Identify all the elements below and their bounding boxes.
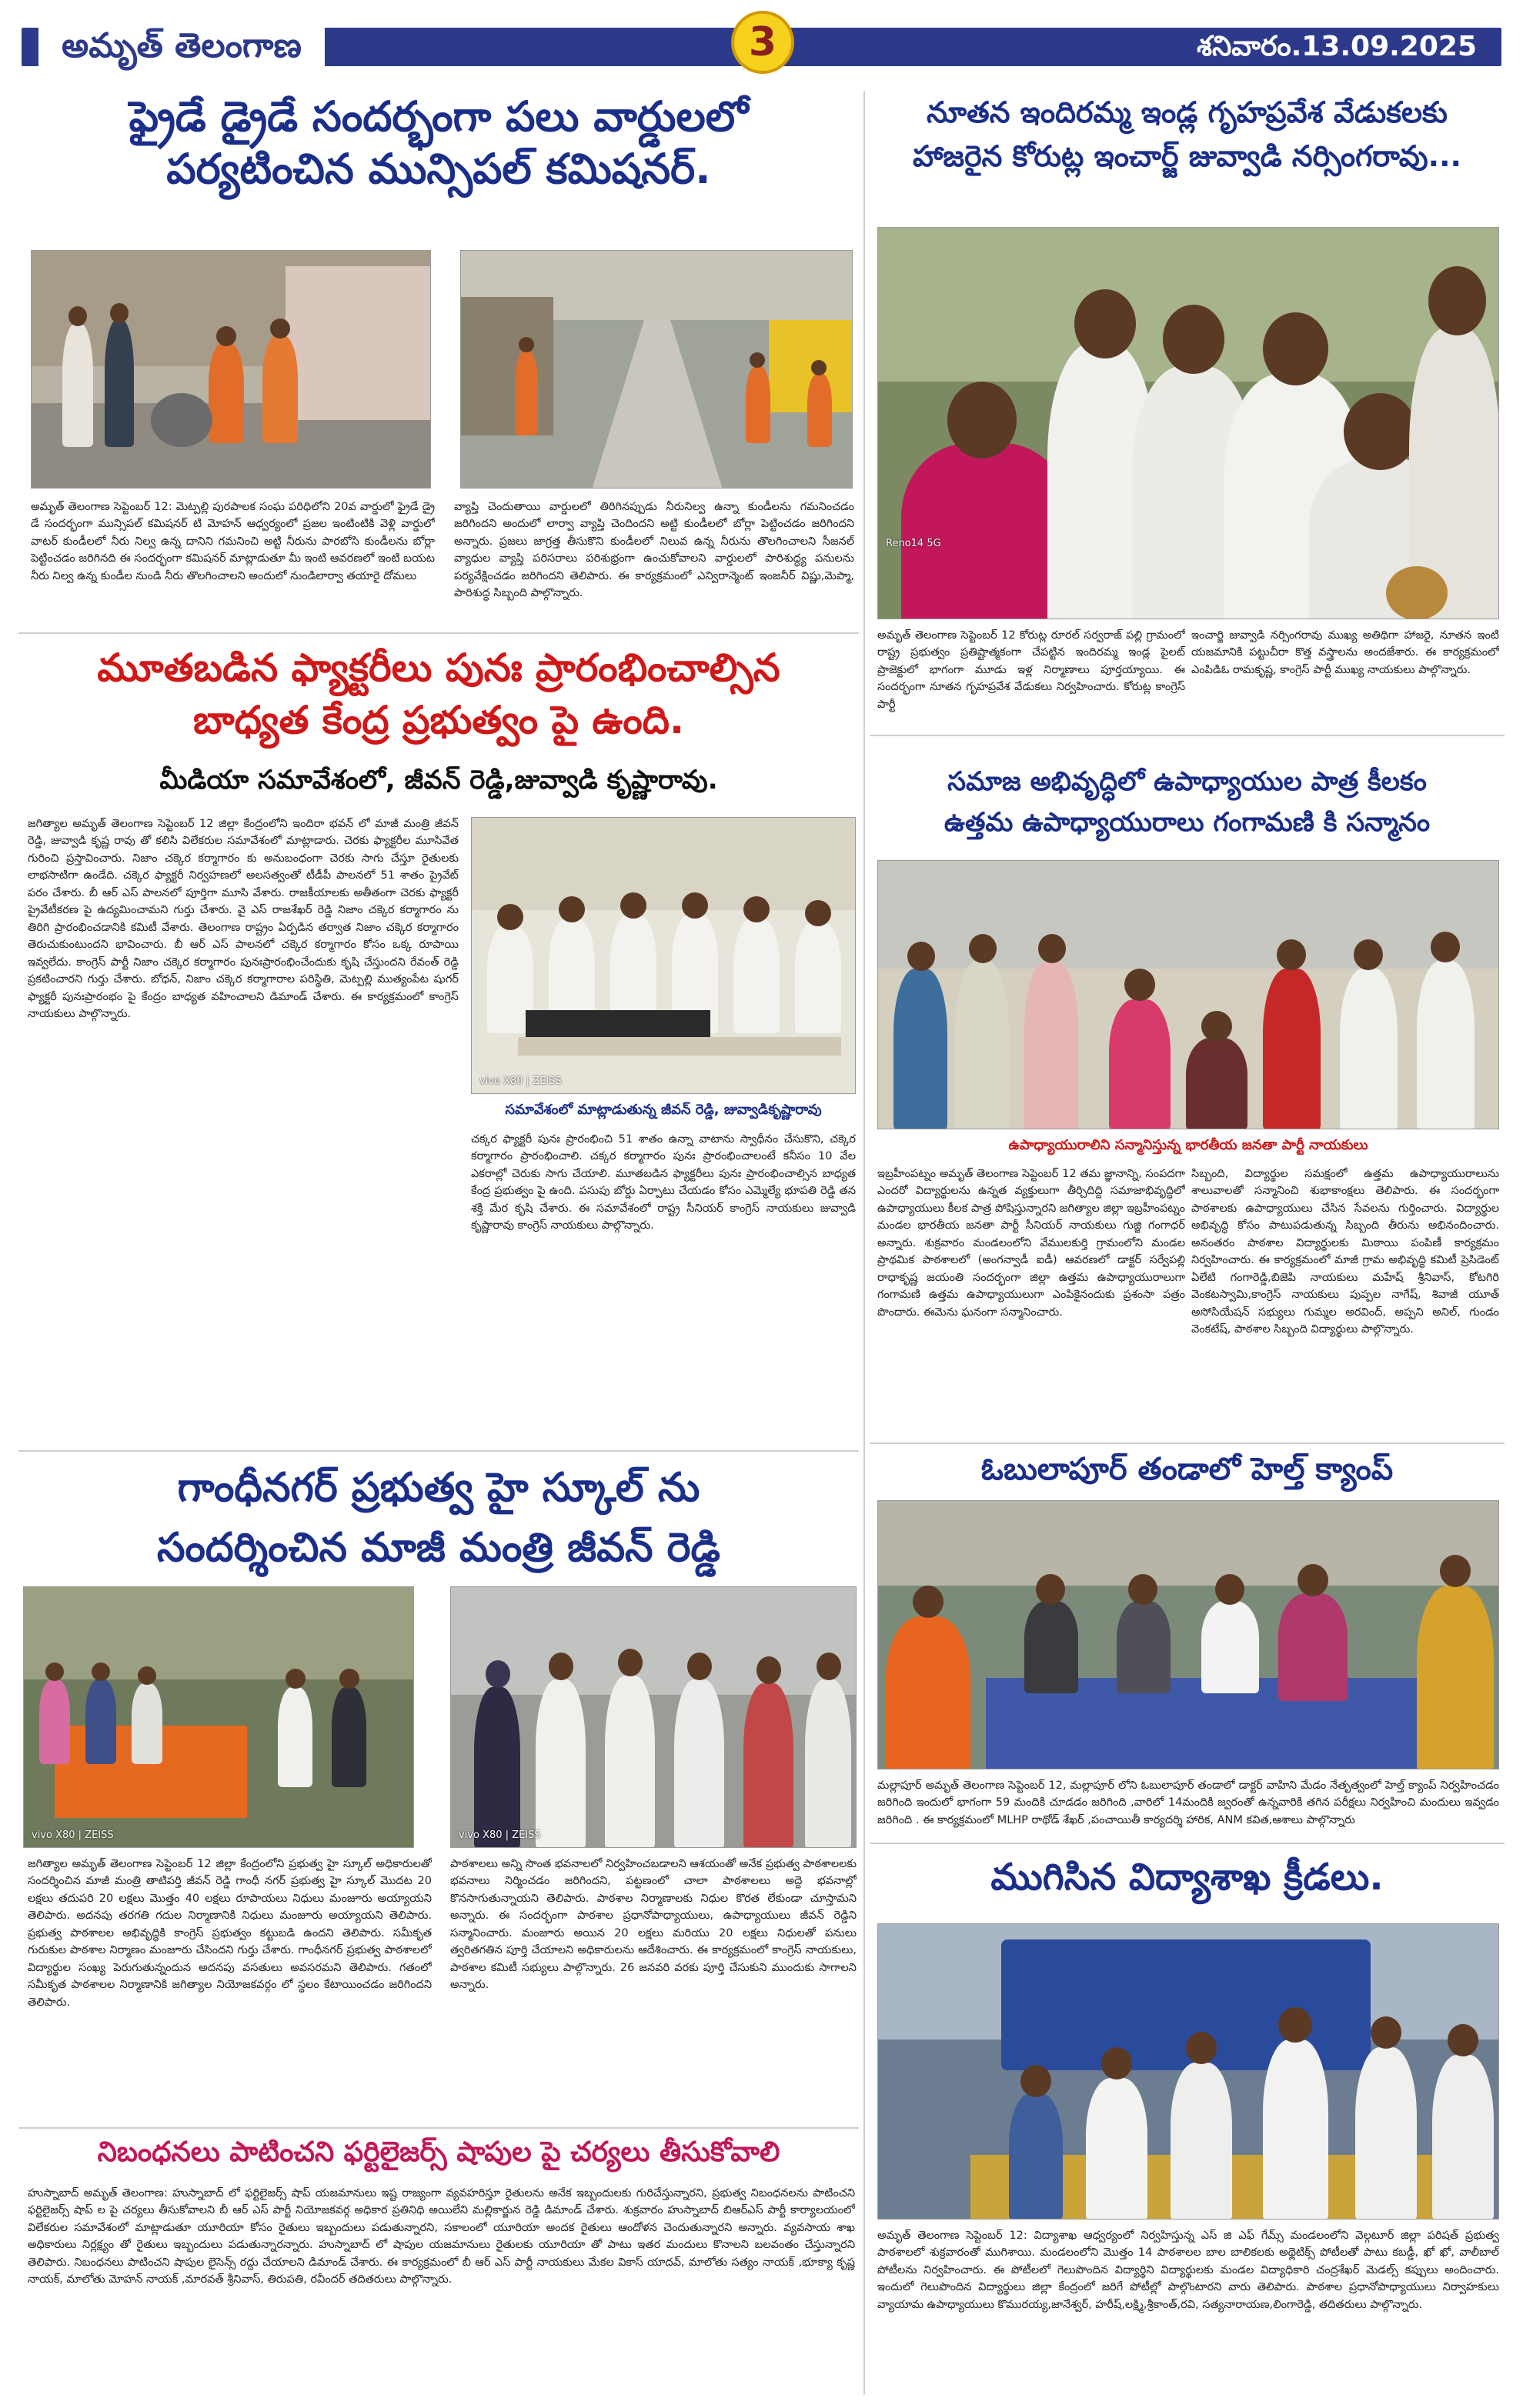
- headline-indiramma: [870, 91, 1505, 178]
- article-body: జగిత్యాల అమృత్ తెలంగాణ సెప్టెంబర్ 12 జిల్లా కేంద్రంలోని ప్రభుత్వ హై స్కూల్ అధికారులతో సందర్శించిన మాజీ మంత్రి తాటిపర్తి జీవన్ రెడ్డి గాంధీ నగర్ ప్రభుత్వ హై స్కూల్ మొదట 20 లక్షలు తదుపరి 20 లక్షలు మొత్తం 40 లక్షలు రూపాయలు నిధులు మంజూరు అయ్యాయని తెలిపారు. అదనపు తరగతి గదుల నిర్మాణానికి నిధులు మంజూరు అయ్యాయని తెలిపారు. ప్రభుత్వ పాఠశాలల అభివృద్ధికి కాంగ్రెస్ ప్రభుత్వం కట్టుబడి ఉందని తెలిపారు. సమీకృత గురుకుల పాఠశాల నిర్మాణం మంజూరు చేసిందని గుర్తు చేశారు. గాంధీనగర్ ప్రభుత్వ పాఠశాలలో విద్యార్థుల సంఖ్య పెరుగుతున్నందున అదనపు వసతులు అవసరమని తెలిపారు. గతంలో సమీకృత పాఠశాలల నిర్మాణానికి జగిత్యాల నియోజకవర్గం లో స్థలం కేటాయించడం జరిగిందని తెలిపారు.: [28, 1858, 432, 2009]
- headline-friday-dryday: [18, 91, 859, 195]
- photo-health-camp: [877, 1500, 1499, 1769]
- headline-line: హాజరైన కోరుట్ల ఇంచార్జ్ జువ్వాడి నర్సింగరావు...: [913, 139, 1461, 173]
- article-body: చక్కర ఫ్యాక్టరీ పునః ప్రారంభించి 51 శాతం ఉన్నా వాటాను స్వాధీనం చేసుకొని, చక్కెర కర్మాగారం ప్రారంభించాలి. చక్కర కర్మాగారం పునః ప్రారంభించాలంటే కనీసం 10 వేల ఎకరాల్లో చెరుకు సాగు చేయాలి. మూతబడిన ఫ్యాక్టరీలు పునః ప్రారంభించాల్సిన బాధ్యత కేంద్ర ప్రభుత్వం పై ఉంది. పసుపు బోర్డు ఏర్పాటు చేయడం కోసం ఎమ్మెల్యే భూపతి రెడ్డి తన శక్తి మేర కృషి చేశారు. ఈ సమావేశంలో రాష్ట్ర సీనియర్ కాంగ్రెస్ నాయకులు జువ్వాడి కృష్ణారావు కాంగ్రెస్ నాయకులు పాల్గొన్నారు.: [471, 1133, 856, 1232]
- headline-teacher: [870, 762, 1505, 842]
- article-body: పాఠశాలలు అన్ని సొంత భవనాలలో నిర్వహించబడాలని ఆశయంతో అనేక ప్రభుత్వ పాఠశాలలకు భవనాలు నిర్మించడం జరిగిందని, పట్టణంలో చాలా పాఠశాలలు అద్దె భవనాల్లో కొనసాగుతున్నాయని తెలిపారు. పాఠశాల నిర్మాణాలకు నిధుల కొరత లేకుండా చూస్తామని అన్నారు. ఈ సందర్భంగా పాఠశాల ప్రధానోపాధ్యాయులు, ఉపాధ్యాయులు జీవన్ రెడ్డిని సన్మానించారు. మంజూరు అయిన 20 లక్షలు మరియు 20 లక్షలు నిధులతో పనులు త్వరితగతిన పూర్తి చేయాలని అధికారులను ఆదేశించారు. ఈ కార్యక్రమంలో కాంగ్రెస్ నాయకులు, పాఠశాల కమిటీ సభ్యులు పాల్గొన్నారు. 26 జనవరి వరకు పూర్తి చేసుకుని ముందుకు సాగాలని అన్నారు.: [450, 1858, 857, 1992]
- article-body: అమృత్ తెలంగాణ సెప్టెంబర్ 12: విద్యాశాఖ ఆధ్వర్యంలో నిర్వహిస్తున్న ఎస్ జి ఎఫ్ గేమ్స్ మండలంలోని వెల్గటూర్ జిల్లా పరిషత్ ప్రభుత్వ పాఠశాలలో శుక్రవారంతో ముగిశాయి. మండలంలోని మొత్తం 14 పాఠశాలల బాల బాలికలకు అథ్లెటిక్స్ పోటీలతో పాటు కబడ్డీ, ఖో ఖో, వాలీబాల్ పోటీలను నిర్వహించారు. ఈ పోటీలలో గెలుపొందిన విద్యార్థిని విద్యార్థులకు మండల విద్యాధికారి చంద్రశేఖర్ మెడల్స్ కప్పులు అందించారు. ఇందులో గెలుపొందిన విద్యార్థులు జిల్లా కేంద్రంలో జరిగే పోటీల్లో పాల్గొంటారని వారు తెలిపారు. పాఠశాల ప్రధానోపాధ్యాయులు నిర్వాహకులు వ్యాయామ ఉపాధ్యాయులు కొమురయ్య,జానేశ్వర్, హరీష్,లక్ష్మి,శ్రీకాంత్,రవి, సత్యనారాయణ,లింగారెడ్డి, తదితరులు పాల్గొన్నారు.: [877, 2230, 1499, 2311]
- headline-line: సందర్శించిన మాజీ మంత్రి జీవన్ రెడ్డి: [157, 1525, 720, 1571]
- camera-watermark: vivo X80 | ZEISS: [479, 1076, 562, 1087]
- camera-watermark: vivo X80 | ZEISS: [32, 1829, 114, 1841]
- section-divider: [870, 1442, 1505, 1444]
- photo-housewarming: [877, 227, 1499, 619]
- photo-commissioner-cleaning: [31, 250, 431, 489]
- headline-line: ఫ్రైడే డ్రైడే సందర్భంగా పలు వార్డులలో: [129, 92, 749, 141]
- headline-health-camp: ఓబులాపూర్ తండాలో హెల్త్ క్యాంప్: [980, 1452, 1394, 1487]
- headline-school-visit: [18, 1458, 859, 1578]
- article-body: ఇబ్రహీంపట్నం అమృత్ తెలంగాణ సెప్టెంబర్ 12 తమ జ్ఞానాన్ని, సంపదగా ఎందరో విద్యార్థులను ఉన్నత వ్యక్తులుగా తీర్చిదిద్ది సమాజాభివృద్ధిలో ఉపాధ్యాయులు కీలక పాత్ర పోషిస్తున్నారని జగిత్యాల జిల్లా ఇబ్రహీంపట్నం మండల భారతీయ జనతా పార్టీ సీనియర్ నాయకులు గుజ్జి గంగాధర్ అన్నారు. శుక్రవారం మండలంలోని వేములకుర్తి గ్రామంలోని మండల ప్రాథమిక పాఠశాలలో (అంగన్వాడీ ఐడీ) ఆవరణలో డాక్టర్ సర్వేపల్లి రాధాకృష్ణ జయంతి సందర్భంగా జిల్లా ఉత్తమ ఉపాధ్యాయురాలుగా గంగామణి ఉత్తమ ఉపాధ్యాయులుగా ఎంపికైనందుకు ప్రశంసా పత్రం పొందారు. ఈమెను ఘనంగా సన్మానించారు.: [877, 1168, 1185, 1319]
- headline-line: మూతబడిన ఫ్యాక్టరీలు పునః ప్రారంభించాల్సిన: [97, 645, 780, 690]
- photo-teacher-felicitation: [877, 860, 1499, 1129]
- section-divider: [18, 2127, 859, 2129]
- article-body: జగిత్యాల అమృత్ తెలంగాణ సెప్టెంబర్ 12 జిల్లా కేంద్రంలోని ఇందిరా భవన్ లో మాజీ మంత్రి జీవన్ రెడ్డి, జువ్వాడి కృష్ణ రావు తో కలిసి విలేకరుల సమావేశంలో మాట్లాడారు. చెరకు ఫ్యాక్టరీల మూసివేత గురించి ప్రస్తావించారు. నిజాం చక్కెర కర్మాగారం కు అనుబంధంగా చెరకు సాగు చేస్తూ రైతులకు లాభసాటిగా ఉండేది. చక్కెర ఫ్యాక్టరీ నిర్వహణలో అలసత్వంతో టీడీపీ పాలనలో 51 శాతం ప్రైవేట్ పరం చేశారు. బీ ఆర్ ఎస్ పాలనలో పూర్తిగా మూసి వేశారు. రాజకీయాలకు అతీతంగా చెరకు ఫ్యాక్టరీ ప్రైవేటీకరణ పై ఉద్యమించామని గుర్తు చేశారు. వై ఎస్ రాజశేఖర్ రెడ్డి నిజాం చక్కెర కర్మాగారం ను తిరిగి ప్రారంభించడానికి కమిటీ వేశారు. తెలంగాణ రాష్ట్రం ఏర్పడిన తర్వాత నిజాం చక్కెర కర్మాగారం తెరుచుకుంటుందని భావించారు. బీ ఆర్ ఎస్ పాలనలో చక్కెర కర్మాగారం కోసం ఒక్క రూపాయి ఇవ్వలేదు. కాంగ్రెస్ పార్టీ నిజాం చక్కెర కర్మాగారం పునఃప్రారంభించేందుకు కృషి చేస్తుందని రేవంత్ రెడ్డి ప్రకటించారని గుర్తు చేశారు. బోధన్, నిజాం చక్కెర కర్మాగారాల పరిస్థితి, మెట్పల్లి ముత్యంపేట షుగర్ ఫ్యాక్టరీ పునఃప్రారంభం పై కేంద్రం బాధ్యత వహించాలని డిమాండ్ చేశారు. ఈ కార్యక్రమంలో కాంగ్రెస్ నాయకులు పాల్గొన్నారు.: [28, 818, 459, 1021]
- section-divider: [870, 735, 1505, 736]
- camera-watermark: Reno14 5G: [886, 538, 941, 549]
- masthead: [0, 0, 1523, 85]
- article-body: ఇంచార్జి జువ్వాడి నర్సింగరావు ముఖ్య అతిథిగా హాజరై, నూతన ఇంటి యజమానికి పట్టుచీరా కొత్త వస్త్రాలను అందజేశారు. ఈ కార్యక్రమంలో ఎంపిడిఓ రామకృష్ణ, కాంగ్రెస్ పార్టీ ముఖ్య నాయకులు పాల్గొన్నారు.: [1191, 629, 1499, 676]
- article-body: హుస్నాబాద్ అమృత్ తెలంగాణ: హుస్నాబాద్ లో ఫర్టిలైజర్స్ షాప్ యజమానులు ఇష్ట రాజ్యంగా వ్యవహరిస్తూ రైతులను అనేక ఇబ్బందులకు గురిచేస్తున్నారని, ప్రభుత్వ నిబంధనలను పాటించని ఫర్టిలైజర్స్ షాప్ ల పై చర్యలు తీసుకోవాలని బీ ఆర్ ఎస్ పార్టీ నియోజకవర్గ అధికార ప్రతినిధి అయిలేని మల్లికార్జున రెడ్డి డిమాండ్ చేశారు. శుక్రవారం హుస్నాబాద్ బిఆర్ఎస్ పార్టీ కార్యాలయంలో విలేకరుల సమావేశంలో మాట్లాడుతూ యూరియా కోసం రైతులు ఇబ్బందులు పడుతున్నారని, సకాలంలో యూరియా అందక రైతులు ఆందోళన చెందుతున్నారని అన్నారు. వ్యవసాయ శాఖ అధికారులు నిర్లక్ష్యం తో రైతులు ఇబ్బందులు పడుతున్నారన్నారు. హుస్నాబాద్ లో షాపుల యజమానులు రైతులకు యూరియా తో పాటు ఇతర మందులు కొనాలని బలవంతం చేస్తున్నారని తెలిపారు. నిబంధనలు పాటించని షాపుల లైసెన్స్ రద్దు చేయాలని డిమాండ్ చేశారు. ఈ కార్యక్రమంలో బీ ఆర్ ఎస్ పార్టీ నాయకులు మేకల వికాస్ యాదవ్, మాలోతు సత్యం నాయక్ ,భూక్యా కృష్ణ నాయక్, మాలోతు మోహన్ నాయక్ ,మారవత్ శ్రీనివాస్, తిరుపతి, రవీందర్ తదితరులు పాల్గొన్నారు.: [28, 2187, 855, 2286]
- headline-line: నూతన ఇందిరమ్మ ఇండ్ల గృహప్రవేశ వేడుకలకు: [927, 95, 1448, 129]
- section-divider: [18, 632, 859, 634]
- photo-caption: ఉపాధ్యాయురాలిని సన్మానిస్తున్న భారతీయ జనతా పార్టీ నాయకులు: [1008, 1137, 1368, 1153]
- article-body: అమృత్ తెలంగాణ సెప్టెంబర్ 12 కోరుట్ల రూరల్ సర్వరాజ్ పల్లి గ్రామంలో రాష్ట్ర ప్రభుత్వం ప్రతిష్టాత్మకంగా చేపట్టిన ఇందిరమ్మ ఇండ్ల పైలట్ ప్రాజెక్టులో భాగంగా మూడు ఇళ్ల నిర్మాణాలు పూర్తయ్యాయి. ఈ సందర్భంగా నూతన గృహప్రవేశ వేడుకలు నిర్వహించారు. కోరుట్ల కాంగ్రెస్ పార్టీ: [877, 629, 1185, 711]
- article-body: వ్యాప్తి చెందుతాయి వార్డులలో తిరిగినప్పుడు నీరునిల్వ ఉన్నా కుండీలను గమనించడం జరిగిందని అందులో లార్వా వ్యాప్తి చెందిందని అట్టి కుండీలలో బోర్లా పెట్టించడం జరిగిందని అన్నారు. ప్రజలు జాగ్రత్త తీసుకొని కుండీలలో నిలువ ఉన్న నీరును తొలగించాలని సీజనల్ వ్యాధుల వ్యాప్తి పరిసరాలు పరిశుభ్రంగా ఉంచుకోవాలని వార్డులలో పారిశుద్ధ్య పనులను పర్యవేక్షించడం జరిగిందని తెలిపారు. ఈ కార్యక్రమంలో ఎన్విరాన్మెంట్ ఇంజనీర్ విష్ణు,మెప్మా, పారిశుద్ధ సిబ్బంది పాల్గొన్నారు.: [454, 501, 854, 600]
- article-body: అమృత్ తెలంగాణ సెప్టెంబర్ 12: మెట్పల్లి పురపాలక సంఘ పరిధిలోని 20వ వార్డులో ఫ్రైడే డ్రై డే సందర్భంగా మున్సిపల్ కమిషనర్ టి మోహన్ ఆధ్వర్యంలో ప్రజల ఇంటింటికి వెళ్లి వార్డులో వాటర్ కుండీలలో నీరు నిల్వ ఉన్న దానిని గమనించి అట్టి నీరును పారబోసి కుండీలను బోర్లా పెట్టించడం జరిగినది ఈ సందర్భంగా కమిషనర్ మాట్లాడుతూ మీ ఇంటి ఆవరణలో ఇంటి బయట నీరు నిల్వ ఉన్న కుండీల నుండి నీరు తొలగించాలని అందులో నుండిలార్వా తయారై దోమలు: [31, 501, 435, 582]
- photo-school-visit-group: [450, 1586, 857, 1848]
- article-body: సిబ్బంది, విద్యార్థుల సమక్షంలో ఉత్తమ ఉపాధ్యాయురాలును శాలువాలతో సన్మానించి శుభాకాంక్షలు తెలిపారు. ఈ సందర్భంగా పాఠశాలకు ఉపాధ్యాయులు చేసిన సేవలను గుర్తించారు. విద్యార్థుల అభివృద్ధి కోసం పాటుపడుతున్న సిబ్బంది తీరును అభినందించారు. అనంతరం పాఠశాల విద్యార్థులకు మిఠాయి పంపిణీ కార్యక్రమం నిర్వహించారు. ఈ కార్యక్రమంలో మాజీ గ్రామ అభివృద్ధి కమిటీ ప్రెసిడెంట్ ఏలేటి గంగారెడ్డి,బిజెపి నాయకులు మహేష్ శ్రీనివాస్, కోటగిరి వెంకటస్వామి,కాంగ్రెస్ నాయకులు పుప్పల నాగేష్, శివాజీ యూత్ అసోసియేషన్ సభ్యులు గుమ్మల అరవింద్, అప్పని అనిల్, గుండం వెంకటేష్, పాఠశాల సిబ్బంది విద్యార్థులు పాల్గొన్నారు.: [1191, 1168, 1499, 1336]
- page-number-badge: 3: [731, 11, 794, 74]
- headline-sports: ముగిసిన విద్యాశాఖ క్రీడలు.: [990, 1856, 1384, 1899]
- headline-line: పర్యటించిన మున్సిపల్ కమిషనర్.: [166, 144, 711, 193]
- headline-line: సమాజ అభివృద్ధిలో ఉపాధ్యాయుల పాత్ర కీలకం: [947, 766, 1427, 797]
- photo-caption: సమావేశంలో మాట్లాడుతున్న జీవన్ రెడ్డి, జువ్వాడికృష్ణారావు: [505, 1102, 822, 1118]
- issue-date: శనివారం.13.09.2025: [1197, 31, 1477, 62]
- section-divider: [870, 1843, 1505, 1844]
- photo-press-meet: [471, 817, 856, 1094]
- headline-fertilizer: నిబంధనలు పాటించని ఫర్టిలైజర్స్ షాపుల పై చర్యలు తీసుకోవాలి: [97, 2136, 780, 2168]
- subheadline-factories: మీడియా సమావేశంలో, జీవన్ రెడ్డి,జువ్వాడి కృష్ణారావు.: [159, 765, 718, 795]
- article-body: మల్లాపూర్ అమృత్ తెలంగాణ సెప్టెంబర్ 12, మల్లాపూర్ లోని ఓబులాపూర్ తండాలో డాక్టర్ వాహిని మేడం నేతృత్వంలో హెల్త్ క్యాంప్ నిర్వహించడం జరిగింది ఇందులో భాగంగా 59 మందికి చూడడం జరిగింది ,వారిలో 14మందికి జ్వరంతో ఉన్నవారికి తగిన పరీక్షలు నిర్వహించి మందులు ఇవ్వడం జరిగింది . ఈ కార్యక్రమంలో MLHP రాథోడ్ శేఖర్ ,పంచాయితీ కార్యదర్శి హారిక, ANM కవిత,ఆశాలు పాల్గొన్నారు: [877, 1779, 1499, 1826]
- section-divider: [18, 1450, 859, 1452]
- headline-line: బాధ్యత కేంద్ర ప్రభుత్వం పై ఉంది.: [193, 697, 684, 742]
- column-divider: [863, 91, 865, 2395]
- photo-drain-cleaning: [460, 250, 853, 489]
- photo-school-meeting: [23, 1586, 414, 1848]
- camera-watermark: vivo X80 | ZEISS: [459, 1829, 541, 1841]
- headline-line: ఉత్తమ ఉపాధ్యాయురాలు గంగామణి కి సన్మానం: [944, 806, 1431, 838]
- newspaper-title: అమృత్ తెలంగాణ: [38, 17, 325, 75]
- headline-factories: [18, 642, 859, 746]
- photo-sports-prize: [877, 1923, 1499, 2220]
- headline-line: గాంధీనగర్ ప్రభుత్వ హై స్కూల్ ను: [177, 1465, 700, 1511]
